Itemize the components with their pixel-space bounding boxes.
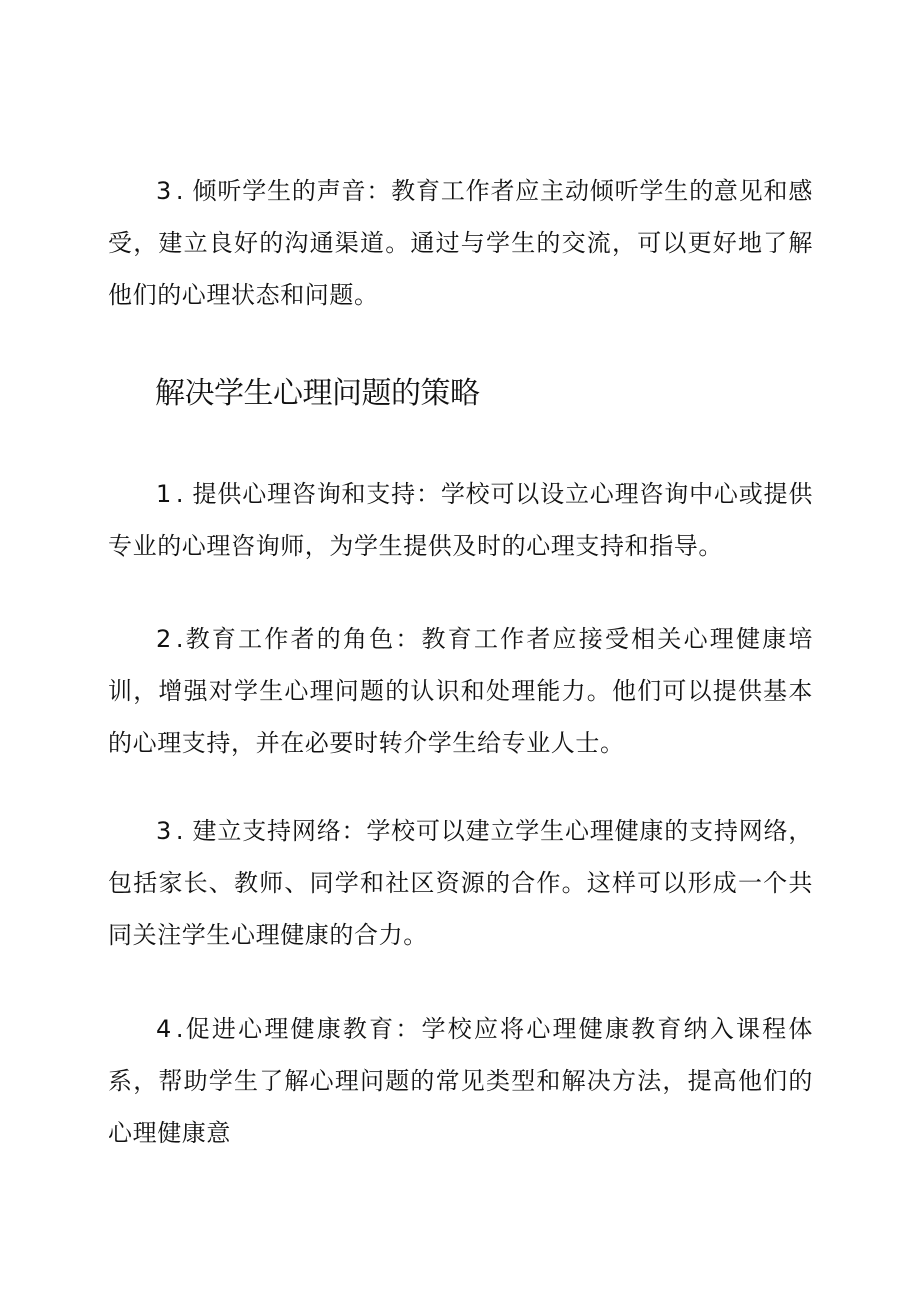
paragraph-educator-role [108, 613, 813, 769]
paragraph-number: 3 [156, 177, 172, 205]
paragraph-text: .促进心理健康教育：学校应将心理健康教育纳入课程体系，帮助学生了解心理问题的常见类型和解决方法，提高他们的心理健康意 [108, 1015, 813, 1147]
paragraph-health-education [108, 1003, 813, 1159]
paragraph-text: . 建立支持网络：学校可以建立学生心理健康的支持网络，包括家长、教师、同学和社区资源的合作。这样可以形成一个共同关注学生心理健康的合力。 [108, 817, 813, 949]
paragraph-text: .教育工作者的角色：教育工作者应接受相关心理健康培训，增强对学生心理问题的认识和处理能力。他们可以提供基本的心理支持，并在必要时转介学生给专业人士。 [108, 625, 813, 757]
paragraph-listen-to-students [108, 165, 813, 321]
paragraph-number: 2 [156, 625, 172, 653]
paragraph-text: . 倾听学生的声音：教育工作者应主动倾听学生的意见和感受，建立良好的沟通渠道。通过与学生的交流，可以更好地了解他们的心理状态和问题。 [108, 177, 813, 309]
paragraph-number: 3 [156, 817, 172, 845]
paragraph-text: . 提供心理咨询和支持：学校可以设立心理咨询中心或提供专业的心理咨询师，为学生提供及时的心理支持和指导。 [108, 480, 813, 560]
paragraph-support-network [108, 805, 813, 961]
paragraph-number: 1 [156, 480, 172, 508]
section-heading: 解决学生心理问题的策略 [155, 376, 480, 411]
paragraph-number: 4 [156, 1015, 172, 1043]
paragraph-counseling-support [108, 468, 813, 572]
